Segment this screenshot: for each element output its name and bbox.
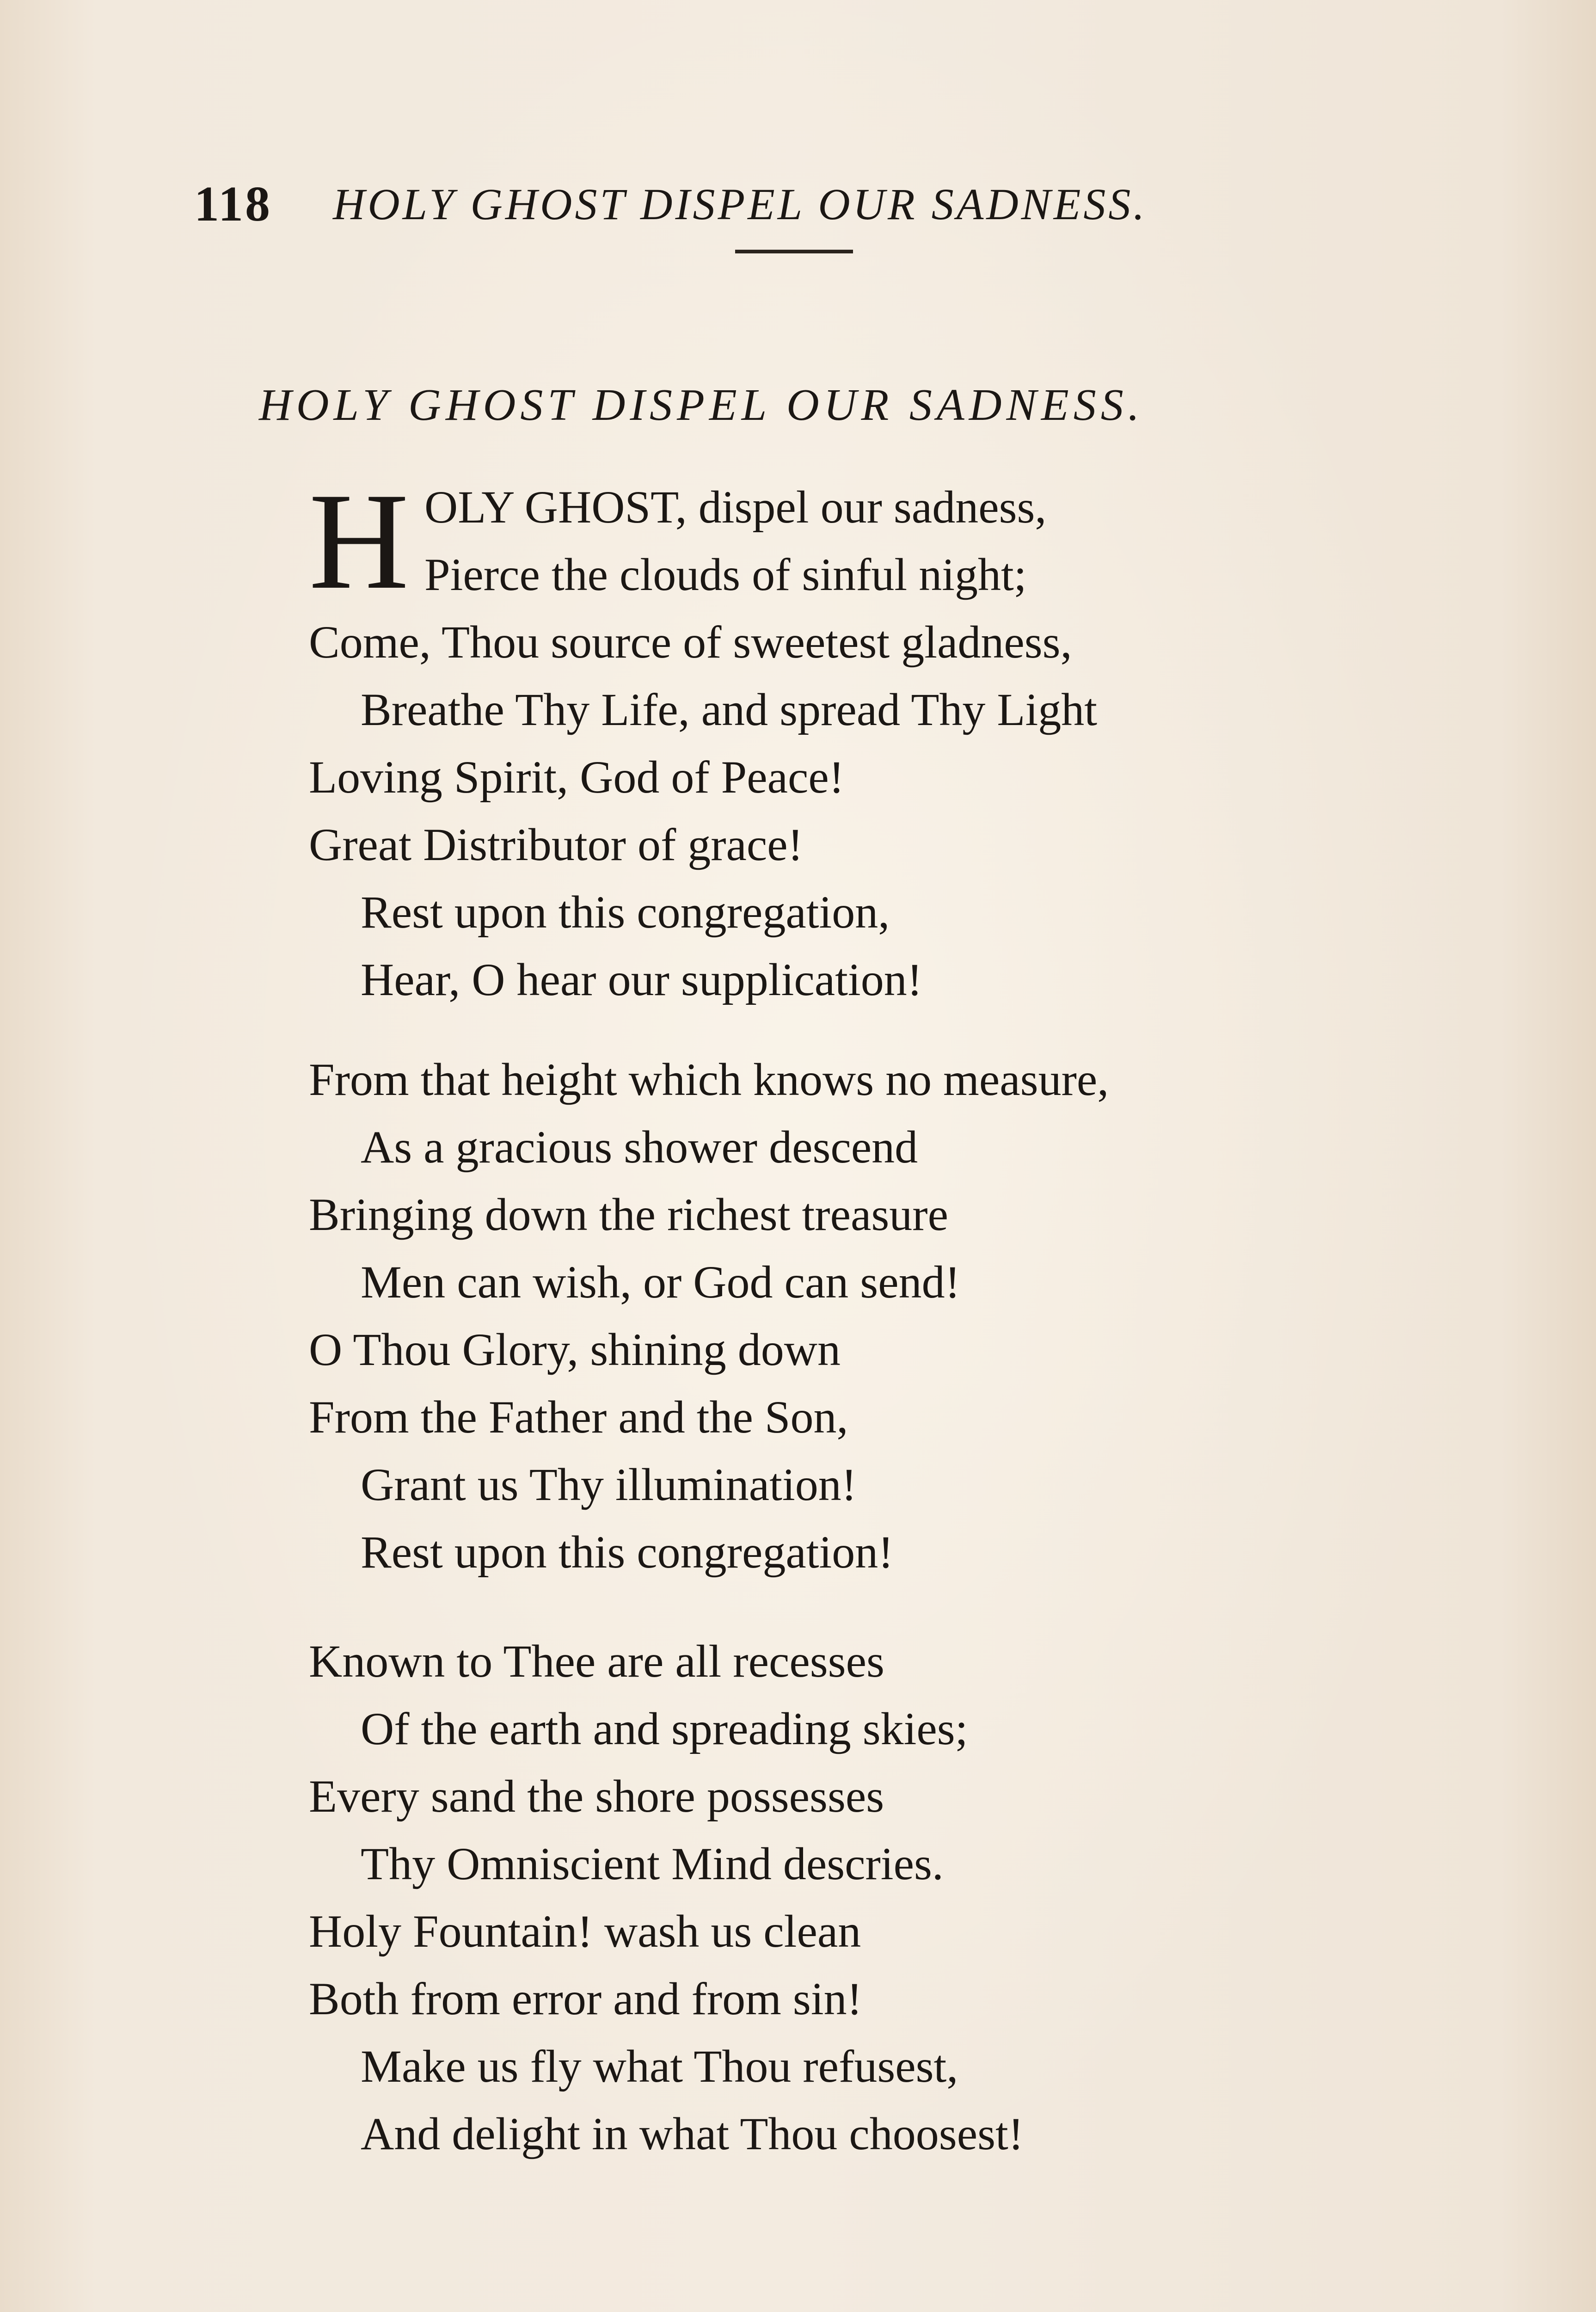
stanza-line: Breathe Thy Life, and spread Thy Light (361, 684, 1098, 735)
stanza-line: Holy Fountain! wash us clean (309, 1906, 861, 1957)
stanza-2 (309, 1046, 1418, 1586)
stanza-line: Great Distributor of grace! (309, 819, 803, 870)
stanza-line: Known to Thee are all recesses (309, 1636, 884, 1687)
drop-cap: H (309, 464, 409, 618)
stanza-line: And delight in what Thou choosest! (361, 2108, 1024, 2159)
stanza-line: OLY GHOST, dispel our sadness, (424, 481, 1047, 533)
page-number: 118 (194, 177, 272, 232)
stanza-line: O Thou Glory, shining down (309, 1324, 841, 1375)
stanza-line: Make us fly what Thou refusest, (361, 2041, 958, 2092)
stanza-line: From that height which knows no measure, (309, 1054, 1109, 1105)
running-title: HOLY GHOST DISPEL OUR SADNESS. (333, 179, 1148, 229)
stanza-line: Loving Spirit, God of Peace! (309, 751, 845, 803)
stanza-line: Grant us Thy illumination! (361, 1459, 857, 1510)
stanza-line: Both from error and from sin! (309, 1973, 862, 2024)
stanza-line: Rest upon this congregation! (361, 1526, 894, 1578)
stanza-1 (309, 464, 1418, 1014)
stanza-line: Men can wish, or God can send! (361, 1256, 960, 1308)
stanza-line: As a gracious shower descend (361, 1121, 918, 1173)
stanza-line: Rest upon this congregation, (361, 886, 890, 938)
stanza-line: Thy Omniscient Mind descries. (361, 1838, 944, 1889)
stanza-line: Of the earth and spreading skies; (361, 1703, 968, 1754)
stanza-line: Hear, O hear our supplication! (361, 954, 922, 1005)
stanza-line: Every sand the shore possesses (309, 1771, 884, 1822)
stanza-line: Bringing down the richest treasure (309, 1189, 948, 1240)
hymn-title: HOLY GHOST DISPEL OUR SADNESS. (259, 380, 1144, 430)
running-head (194, 166, 1304, 240)
header-divider (735, 250, 853, 253)
stanza-3 (309, 1628, 1418, 2168)
stanza-line: Pierce the clouds of sinful night; (424, 549, 1027, 600)
stanza-line: From the Father and the Son, (309, 1391, 848, 1443)
stanza-line: Come, Thou source of sweetest gladness, (309, 616, 1072, 668)
